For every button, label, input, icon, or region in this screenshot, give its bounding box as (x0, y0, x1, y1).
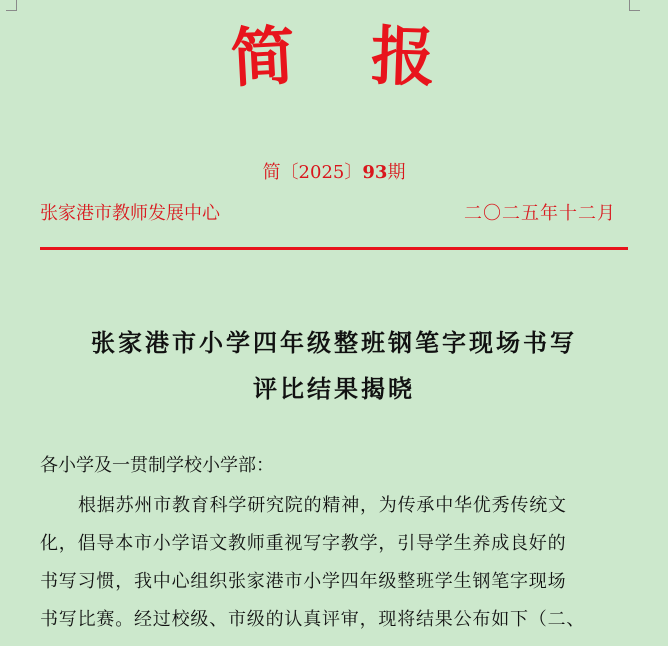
salutation: 各小学及一贯制学校小学部： (40, 455, 274, 476)
title-line: 评比结果揭晓 (253, 374, 415, 403)
masthead-char: 报 (369, 18, 439, 97)
body-paragraph (40, 487, 630, 639)
title-line: 张家港市小学四年级整班钢笔字现场书写 (91, 328, 577, 357)
page-corner-mark (6, 0, 17, 11)
article-title (40, 320, 628, 412)
header-line (40, 200, 616, 228)
issue-prefix: 简〔2025〕 (262, 162, 363, 183)
masthead-char: 简 (229, 18, 299, 97)
issue-num: 93 (362, 162, 388, 183)
header-divider (40, 247, 628, 250)
body-line: 根据苏州市教育科学研究院的精神，为传承中华优秀传统文 (78, 495, 567, 516)
issue-date: 二〇二五年十二月 (464, 203, 616, 224)
issue-number (0, 160, 668, 186)
body-line: 书写习惯，我中心组织张家港市小学四年级整班学生钢笔字现场 (40, 571, 567, 592)
organization-name: 张家港市教师发展中心 (40, 203, 220, 224)
page-corner-mark (629, 0, 640, 11)
body-line: 化，倡导本市小学语文教师重视写字教学，引导学生养成良好的 (40, 533, 567, 554)
body-line: 书写比赛。经过校级、市级的认真评审，现将结果公布如下（二、 (40, 609, 586, 630)
masthead-title (0, 20, 668, 96)
issue-suffix: 期 (387, 162, 406, 183)
